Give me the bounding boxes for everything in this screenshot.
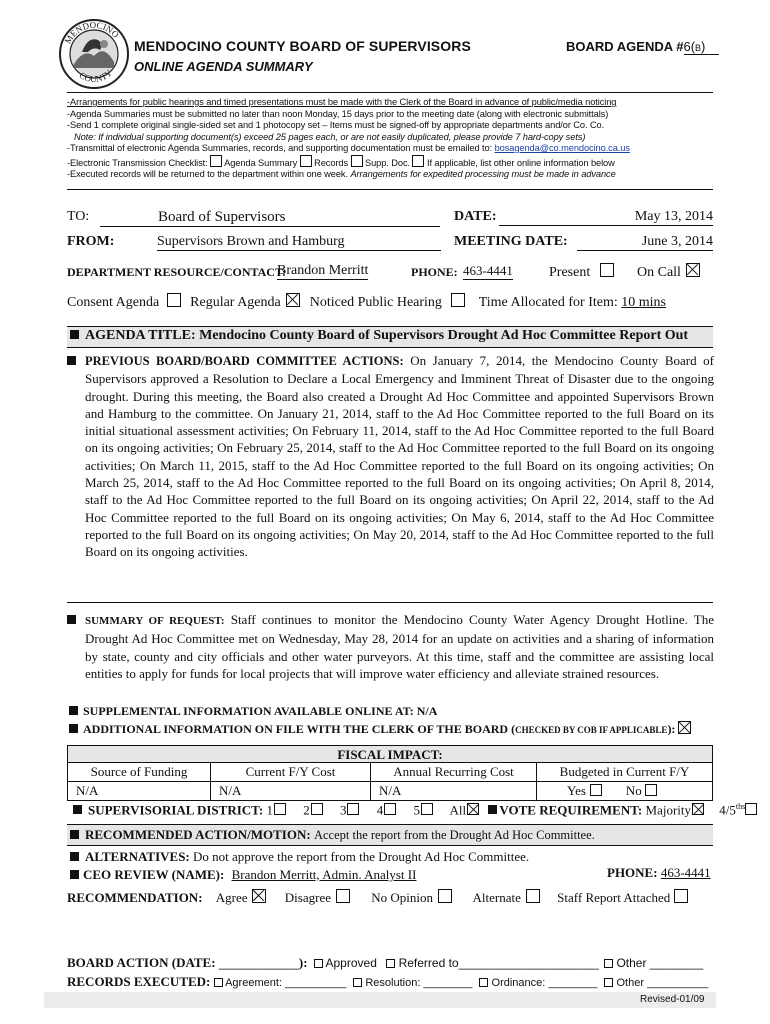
bullet-icon (488, 805, 497, 814)
fiscal-current-cost-value[interactable]: N/A (211, 782, 371, 801)
bullet-icon (70, 870, 79, 879)
date-label: DATE: (454, 209, 497, 224)
ceo-phone: PHONE: 463-4441 (607, 865, 711, 880)
fiscal-header-source: Source of Funding (68, 763, 211, 782)
notes-divider (67, 189, 713, 190)
bullet-icon (70, 830, 79, 839)
agreement-checkbox[interactable] (214, 978, 223, 987)
checkbox-records[interactable] (300, 155, 312, 167)
to-label: TO: (67, 209, 90, 224)
records-executed-row: RECORDS EXECUTED: Agreement: __________ Resolution: ________ Ordinance: ________ Other __________ (67, 974, 709, 989)
from-field[interactable]: Supervisors Brown and Hamburg (157, 234, 441, 251)
bullet-icon (69, 706, 78, 715)
previous-actions-text: On January 7, 2014, the Mendocino County Board of Supervisors approved a Resolution to Declare a Local Emergency and Imminent Threat of Disaster due to the ongoing drought. During this meeting, the Board also created a Drought Ad Hoc Committee and appointed Supervisors Brown and Hamburg to the committee. On January 21, 2014, staff to the Ad Hoc Committee reported to the full Board on its initial situational assessment activities; On February 11, 2014, staff to the Ad Hoc Committee reported to the full Board on its ongoing activities; On February 25, 2014, staff to the Ad Hoc Committee reported to the full Board on its ongoing activities; On March 11, 2015, staff to the Ad Hoc Committee reported to the full Board on its ongoing activities; On March 25, 2014, staff to the Ad Hoc Committee reported to the full Board on its ongoing activities; On April 8, 2014, staff to the Ad Hoc Committee reported to the full Board on its ongoing activities; On April 22, 2014, staff to the Ad Hoc Committee reported to the full Board on its ongoing activities; On May 6, 2014, staff to the Ad Hoc Committee reported to the full Board on its ongoing activities; On May 20, 2014, staff to the Ad Hoc Committee reported to the full Board on its ongoing activities. (85, 353, 714, 560)
meeting-date-field[interactable]: June 3, 2014 (577, 234, 713, 251)
phone-field[interactable]: 463-4441 (463, 263, 513, 278)
four-fifths-checkbox[interactable] (745, 803, 757, 815)
ceo-review-row: CEO REVIEW (NAME): Brandon Merritt, Admin. Analyst II (67, 867, 416, 883)
regular-agenda-label: Regular Agenda (190, 295, 281, 310)
ceo-review-name[interactable]: Brandon Merritt, Admin. Analyst II (231, 867, 417, 882)
fiscal-header-current-cost: Current F/Y Cost (211, 763, 371, 782)
county-seal-logo (58, 18, 130, 90)
meeting-date-label: MEETING DATE: (454, 234, 568, 249)
district-1-checkbox[interactable] (274, 803, 286, 815)
agenda-type-row (67, 293, 666, 311)
board-action-row: BOARD ACTION (DATE: ____________): Approved Referred to_____________________ Other ________ (67, 955, 704, 970)
contact-field[interactable]: Brandon Merritt (277, 263, 369, 278)
board-action-date-field[interactable]: ____________ (218, 956, 299, 970)
fiscal-header-budgeted: Budgeted in Current F/Y (537, 763, 713, 782)
additional-info-checkbox[interactable] (678, 721, 691, 734)
checkbox-supp-doc[interactable] (351, 155, 363, 167)
supplemental-row: SUPPLEMENTAL INFORMATION AVAILABLE ONLINE AT: N/A (67, 704, 437, 719)
fiscal-budgeted-value: Yes No (537, 782, 713, 801)
svg-text:MENDOCINO: MENDOCINO (62, 19, 121, 46)
section-divider (67, 602, 713, 603)
note-line: -Agenda Summaries must be submitted no later than noon Monday, 15 days prior to the meeting date (along with electronic submittals) (67, 108, 609, 119)
on-call-checkbox[interactable] (686, 263, 700, 277)
staff-report-attached-checkbox[interactable] (674, 889, 688, 903)
footer-bar (44, 992, 716, 1008)
board-other-field[interactable]: ________ (649, 956, 704, 970)
resolution-field[interactable]: ________ (423, 977, 473, 989)
summary-text: Staff continues to monitor the Mendocino County Water Agency Drought Hotline. The Drought Ad Hoc Committee met on Wednesday, May 28, 2014 for an update on activities and a sharing of information by state, county and city officials and other water purveyors. At this time, staff and the committee are assisting local entities to apply for funds for local projects that will improve water efficiency and alleviate strained resources. (85, 612, 715, 681)
from-label: FROM: (67, 234, 115, 249)
noticed-hearing-label: Noticed Public Hearing (309, 295, 442, 310)
note-line: Note: If individual supporting document(s) exceed 25 pages each, or are not easily duplicated, please provide 7 hard-copy sets) (74, 131, 586, 142)
fiscal-impact-table (67, 762, 713, 801)
additional-info-row: ADDITIONAL INFORMATION ON FILE WITH THE CLERK OF THE BOARD (CHECKED BY COB IF APPLICABLE): (67, 721, 691, 737)
records-other-checkbox[interactable] (604, 978, 613, 987)
recommendation-disagree-checkbox[interactable] (336, 889, 350, 903)
fiscal-recurring-cost-value[interactable]: N/A (371, 782, 537, 801)
consent-agenda-label: Consent Agenda (67, 295, 160, 310)
records-other-field[interactable]: __________ (647, 977, 709, 989)
page-title: MENDOCINO COUNTY BOARD OF SUPERVISORS (134, 38, 471, 54)
board-agenda-label: BOARD AGENDA # (566, 39, 684, 54)
bullet-icon (69, 724, 78, 733)
bullet-icon (67, 356, 76, 365)
summary-label: SUMMARY OF REQUEST: (85, 615, 225, 627)
district-2-checkbox[interactable] (311, 803, 323, 815)
bullet-icon (67, 615, 76, 624)
district-row: SUPERVISORIAL DISTRICT: 1 2 3 4 5 All VOTE REQUIREMENT: Majority $4/5^{ths}$ (67, 802, 757, 818)
fiscal-value-row (68, 782, 713, 801)
note-line: -Arrangements for public hearings and timed presentations must be made with the Clerk of the Board in advance of public/media noticing (67, 97, 617, 107)
checkbox-agenda-summary[interactable] (210, 155, 222, 167)
ceo-phone-value[interactable]: 463-4441 (660, 865, 711, 880)
fiscal-impact-title: FISCAL IMPACT: (67, 745, 713, 763)
bullet-icon (70, 852, 79, 861)
note-line: -Executed records will be returned to the department within one week. Arrangements for expedited processing must be made in advance (67, 169, 616, 179)
ordinance-field[interactable]: ________ (548, 977, 598, 989)
note-line: -Send 1 complete original single-sided set and 1 photocopy set – Items must be signed-off by appropriate departments and/or Co. Co. (67, 120, 605, 130)
note-line: -Transmittal of electronic Agenda Summaries, records, and supporting documentation must be emailed to: bosagenda@co.mendocino.ca.us (67, 143, 630, 153)
district-5-checkbox[interactable] (421, 803, 433, 815)
recommendation-agree-checkbox[interactable] (252, 889, 266, 903)
fiscal-header-row (68, 763, 713, 782)
phone-label: PHONE: (411, 265, 458, 279)
fiscal-source-value[interactable]: N/A (68, 782, 211, 801)
to-field[interactable]: Board of Supervisors (100, 209, 440, 227)
header-divider (67, 92, 713, 93)
district-4-checkbox[interactable] (384, 803, 396, 815)
resolution-checkbox[interactable] (353, 978, 362, 987)
recommendation-no-opinion-checkbox[interactable] (438, 889, 452, 903)
regular-agenda-checkbox[interactable] (286, 293, 300, 307)
time-allocated-value[interactable]: 10 mins (621, 295, 666, 310)
to-row (67, 209, 286, 225)
previous-actions-section (85, 352, 714, 561)
bullet-icon (73, 805, 82, 814)
approved-checkbox[interactable] (314, 959, 323, 968)
revised-label: Revised-01/09 (640, 994, 705, 1005)
budgeted-yes-checkbox[interactable] (590, 784, 602, 796)
on-call-option[interactable]: On Call (637, 263, 700, 281)
alternatives-row: ALTERNATIVES: Do not approve the report from the Drought Ad Hoc Committee. (67, 849, 529, 865)
board-other-checkbox[interactable] (604, 959, 613, 968)
page-subtitle: ONLINE AGENDA SUMMARY (134, 59, 313, 74)
district-all-checkbox[interactable] (467, 803, 479, 815)
district-3-checkbox[interactable] (347, 803, 359, 815)
note-line: -Electronic Transmission Checklist: Agenda Summary Records Supp. Doc. If applicable, list other online information below (67, 155, 717, 170)
date-field[interactable]: May 13, 2014 (499, 209, 713, 226)
recommendation-row: RECOMMENDATION: Agree Disagree No Opinion Alternate Staff Report Attached (67, 889, 688, 906)
agreement-field[interactable]: __________ (285, 977, 347, 989)
agenda-title: AGENDA TITLE: Mendocino County Board of Supervisors Drought Ad Hoc Committee Report Out (67, 328, 688, 344)
present-checkbox[interactable] (600, 263, 614, 277)
referred-checkbox[interactable] (386, 959, 395, 968)
checkbox-other-online[interactable] (412, 155, 424, 167)
board-agenda-number (566, 39, 719, 54)
bullet-icon (70, 330, 79, 339)
noticed-hearing-checkbox[interactable] (451, 293, 465, 307)
svg-text:COUNTY: COUNTY (77, 67, 115, 85)
summary-section (85, 611, 714, 682)
present-option[interactable]: Present (549, 263, 614, 281)
recommended-action-row: RECOMMENDED ACTION/MOTION: Accept the report from the Drought Ad Hoc Committee. (67, 827, 595, 843)
referred-to-field[interactable]: _____________________ (458, 956, 599, 970)
recommendation-alternate-checkbox[interactable] (526, 889, 540, 903)
previous-actions-label: PREVIOUS BOARD/BOARD COMMITTEE ACTIONS: (85, 354, 404, 368)
consent-agenda-checkbox[interactable] (167, 293, 181, 307)
time-allocated-label: Time Allocated for Item: (478, 295, 618, 310)
board-agenda-value: 6(b) (684, 39, 720, 55)
budgeted-no-checkbox[interactable] (645, 784, 657, 796)
instructions-notes (67, 97, 717, 181)
ordinance-checkbox[interactable] (479, 978, 488, 987)
majority-checkbox[interactable] (692, 803, 704, 815)
fiscal-header-recurring-cost: Annual Recurring Cost (371, 763, 537, 782)
contact-label: DEPARTMENT RESOURCE/CONTACT: (67, 265, 287, 279)
email-link[interactable]: bosagenda@co.mendocino.ca.us (494, 143, 630, 153)
